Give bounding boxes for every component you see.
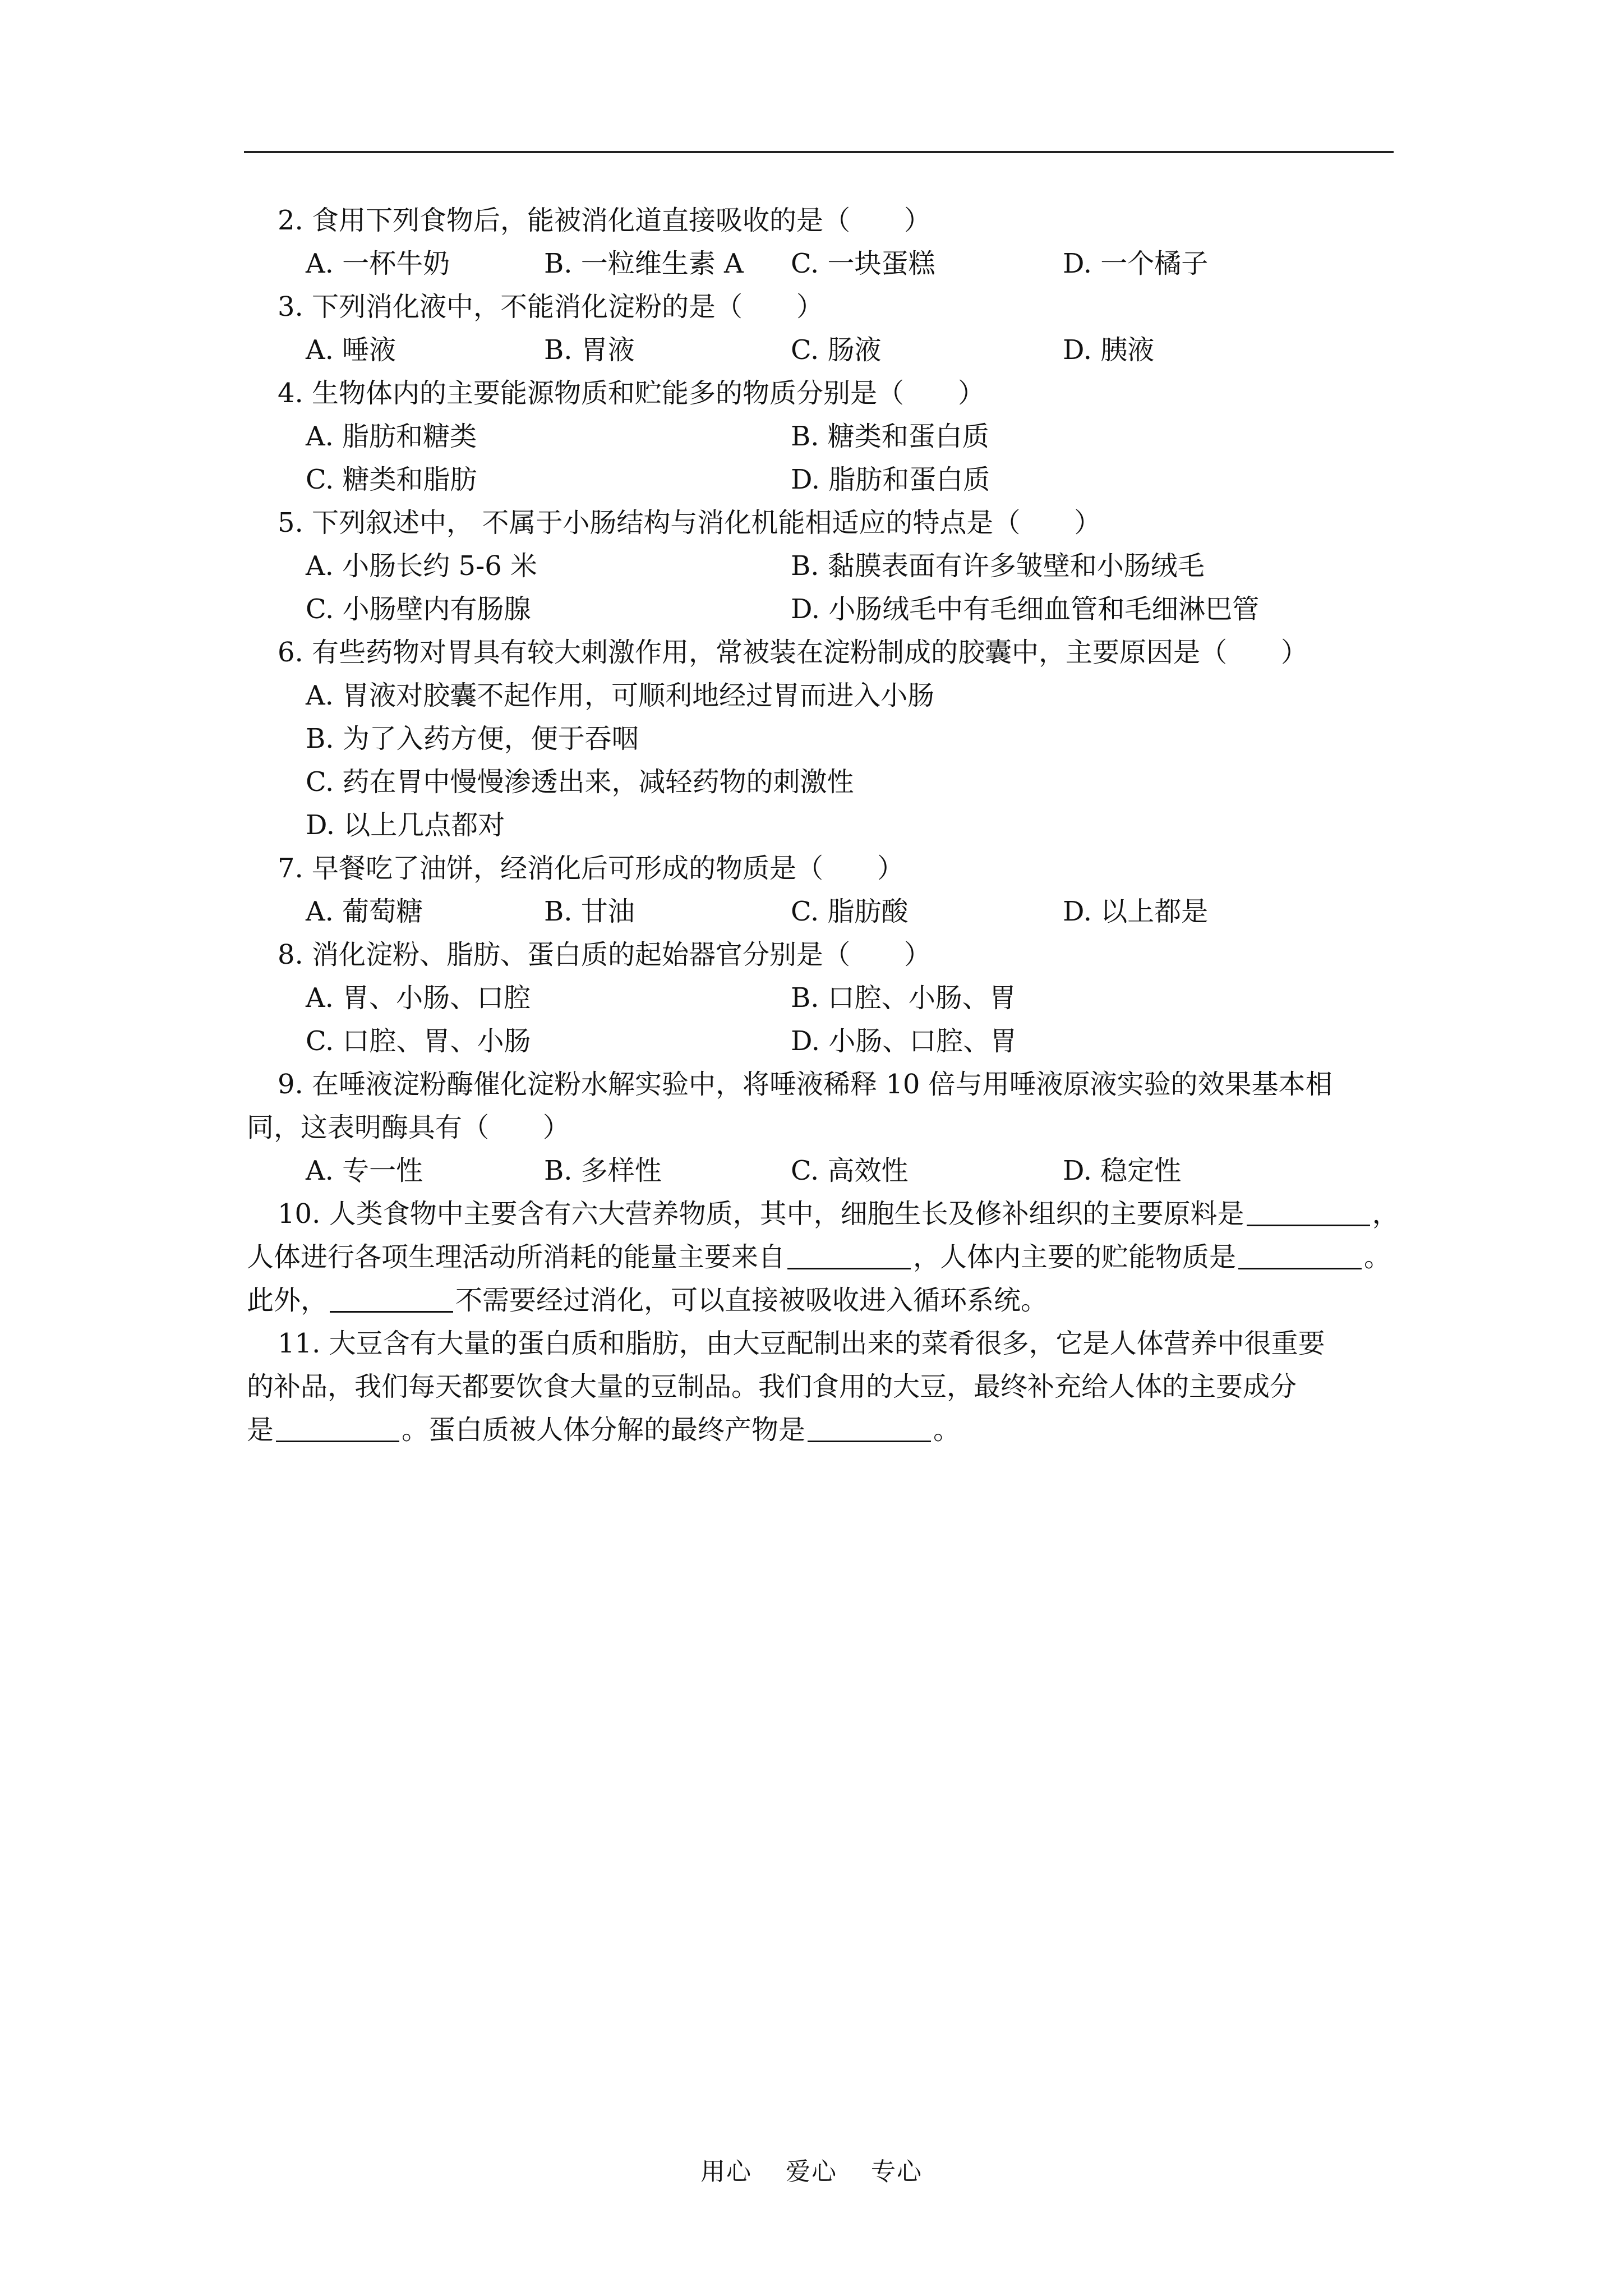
option-a: A. 脂肪和糖类: [306, 421, 477, 452]
answer-blank[interactable]: [808, 1439, 931, 1442]
answer-blank[interactable]: [1247, 1223, 1370, 1226]
option-b: B. 甘油: [544, 896, 635, 927]
question-11-text: 是: [247, 1414, 274, 1446]
question-10-text: ，: [1372, 1198, 1399, 1230]
question-11-text: 。蛋白质被人体分解的最终产物是: [402, 1414, 806, 1446]
option-a: A. 胃、小肠、口腔: [306, 982, 531, 1014]
option-a: A. 小肠长约 5-6 米: [306, 550, 537, 582]
question-10-text: 人体进行各项生理活动所消耗的能量主要来自: [247, 1241, 786, 1273]
option-d: D. 小肠绒毛中有毛细血管和毛细淋巴管: [791, 593, 1260, 625]
question-4-stem: 4. 生物体内的主要能源物质和贮能多的物质分别是（ ）: [278, 378, 985, 409]
question-11-line3: [247, 1409, 1402, 1452]
question-3-options: [247, 329, 1402, 372]
option-b: B. 黏膜表面有许多皱壁和小肠绒毛: [791, 550, 1205, 582]
question-10-line3: [247, 1279, 1402, 1322]
option-b: B. 口腔、小肠、胃: [791, 982, 1016, 1014]
option-d: D. 胰液: [1063, 334, 1155, 366]
page-footer: [0, 2151, 1623, 2187]
option-a: A. 专一性: [306, 1155, 423, 1186]
question-10-text: ，人体内主要的贮能物质是: [913, 1241, 1237, 1273]
option-d: D. 以上都是: [1063, 896, 1209, 927]
question-9-stem-line2: 同，这表明酶具有（ ）: [247, 1112, 570, 1143]
option-b: B. 胃液: [544, 334, 635, 366]
question-7-stem: 7. 早餐吃了油饼，经消化后可形成的物质是（ ）: [278, 853, 905, 884]
question-10-text: 此外，: [247, 1285, 328, 1316]
question-9-stem-line1: 9. 在唾液淀粉酶催化淀粉水解实验中，将唾液稀释 10 倍与用唾液原液实验的效果基本相: [278, 1069, 1332, 1100]
question-2-options: [247, 242, 1402, 286]
footer-word: 专心: [871, 2157, 923, 2186]
option-d: D. 稳定性: [1063, 1155, 1182, 1186]
worksheet-content: [247, 199, 1402, 1452]
option-d: D. 一个橘子: [1063, 248, 1209, 279]
question-9-options: [247, 1149, 1402, 1193]
option-c: C. 小肠壁内有肠腺: [306, 593, 531, 625]
question-8-stem: 8. 消化淀粉、脂肪、蛋白质的起始器官分别是（ ）: [278, 939, 932, 970]
answer-blank[interactable]: [276, 1439, 399, 1442]
option-c: C. 一块蛋糕: [791, 248, 935, 279]
question-5-options-row1: [247, 545, 1402, 588]
option-c: C. 口腔、胃、小肠: [306, 1025, 531, 1057]
question-3-stem: 3. 下列消化液中，不能消化淀粉的是（ ）: [278, 291, 824, 323]
answer-blank[interactable]: [1238, 1267, 1362, 1269]
question-11-line1: 11. 大豆含有大量的蛋白质和脂肪，由大豆配制出来的菜肴很多，它是人体营养中很重要: [278, 1328, 1325, 1359]
answer-blank[interactable]: [787, 1267, 911, 1269]
question-10-text: 10. 人类食物中主要含有六大营养物质，其中，细胞生长及修补组织的主要原料是: [278, 1198, 1244, 1230]
footer-word: 爱心: [786, 2157, 837, 2186]
option-b: B. 为了入药方便，便于吞咽: [306, 723, 639, 754]
option-a: A. 唾液: [306, 334, 396, 366]
option-c: C. 肠液: [791, 334, 882, 366]
option-c: C. 糖类和脂肪: [306, 464, 477, 495]
answer-blank[interactable]: [330, 1310, 453, 1313]
question-5-stem: 5. 下列叙述中， 不属于小肠结构与消化机能相适应的特点是（ ）: [278, 507, 1101, 539]
option-a: A. 一杯牛奶: [306, 248, 450, 279]
question-10-line1: [247, 1193, 1402, 1236]
option-c: C. 脂肪酸: [791, 896, 909, 927]
option-c: C. 高效性: [791, 1155, 909, 1186]
question-8-options-row2: [247, 1020, 1402, 1063]
question-6-stem: 6. 有些药物对胃具有较大刺激作用，常被装在淀粉制成的胶囊中，主要原因是（ ）: [278, 637, 1308, 668]
option-b: B. 多样性: [544, 1155, 662, 1186]
footer-word: 用心: [700, 2157, 752, 2186]
question-4-options-row1: [247, 415, 1402, 458]
question-11-text: 。: [933, 1414, 961, 1446]
question-8-options-row1: [247, 977, 1402, 1020]
question-10-text: 。: [1364, 1241, 1391, 1273]
option-a: A. 胃液对胶囊不起作用，可顺利地经过胃而进入小肠: [306, 680, 935, 711]
header-rule: [244, 151, 1394, 153]
option-d: D. 小肠、口腔、胃: [791, 1025, 1017, 1057]
question-2-stem: 2. 食用下列食物后，能被消化道直接吸收的是（ ）: [278, 205, 932, 236]
option-c: C. 药在胃中慢慢渗透出来，减轻药物的刺激性: [306, 766, 854, 798]
option-d: D. 以上几点都对: [306, 809, 505, 841]
option-d: D. 脂肪和蛋白质: [791, 464, 990, 495]
option-b: B. 糖类和蛋白质: [791, 421, 989, 452]
question-5-options-row2: [247, 588, 1402, 631]
option-b: B. 一粒维生素 A: [544, 248, 744, 279]
question-10-text: 不需要经过消化，可以直接被吸收进入循环系统。: [455, 1285, 1048, 1316]
question-7-options: [247, 890, 1402, 933]
option-a: A. 葡萄糖: [306, 896, 423, 927]
question-11-line2: 的补品，我们每天都要饮食大量的豆制品。我们食用的大豆，最终补充给人体的主要成分: [247, 1371, 1297, 1402]
question-4-options-row2: [247, 458, 1402, 501]
question-10-line2: [247, 1236, 1402, 1279]
